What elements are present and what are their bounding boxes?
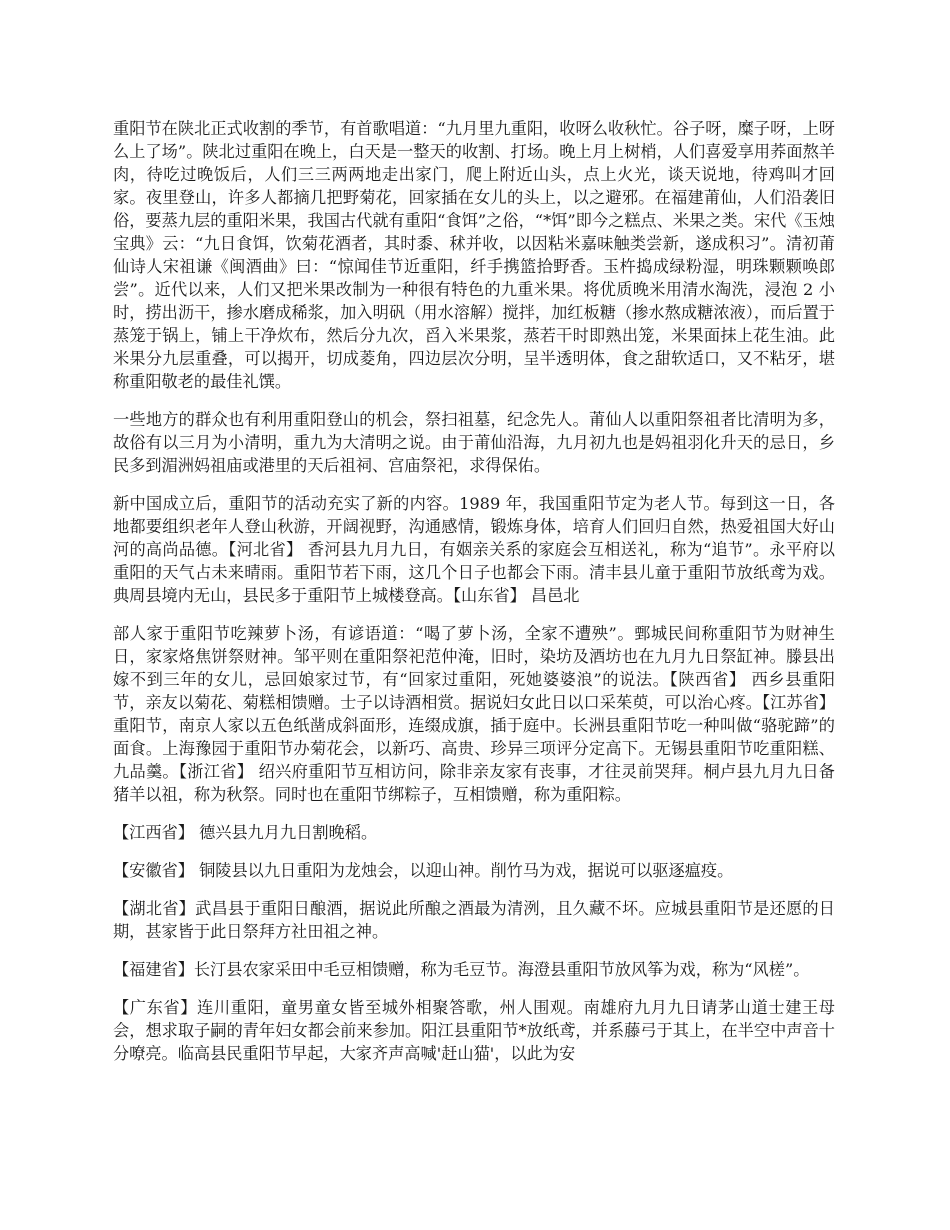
paragraph-shandong-shaanxi-jiangsu-zhejiang: 部人家于重阳节吃辣萝卜汤，有谚语道：“喝了萝卜汤，全家不遭殃”。鄄城民间称重阳节为财神生日，家家烙焦饼祭财神。邹平则在重阳祭祀范仲淹，旧时，染坊及酒坊也在九月九日祭缸神。滕县出嫁不到三年的女儿，忌回娘家过节，有“回家过重阳，死她婆婆浪”的说法。【陕西省】 西乡县重阳节，亲友以菊花、菊糕相馈赠。士子以诗酒相赏。据说妇女此日以口采茱萸，可以治心疼。【江苏省】 重阳节，南京人家以五色纸凿成斜面形，连缀成旗，插于庭中。长洲县重阳节吃一种叫做“骆驼蹄”的面食。上海豫园于重阳节办菊花会，以新巧、高贵、珍异三项评分定高下。无锡县重阳节吃重阳糕、九品羹。【浙江省】 绍兴府重阳节互相访问，除非亲友家有丧事，才往灵前哭拜。桐卢县九月九日备猪羊以祖，称为秋祭。同时也在重阳节绑粽子，互相馈赠，称为重阳粽。 bbox=[113, 624, 835, 804]
paragraph-hubei: 【湖北省】武昌县于重阳日酿酒，据说此所酿之酒最为清洌，且久藏不坏。应城县重阳节是还愿的日期，甚家皆于此日祭拜方社田祖之神。 bbox=[113, 899, 835, 941]
paragraph-new-china-and-hebei: 新中国成立后，重阳节的活动充实了新的内容。1989 年，我国重阳节定为老人节。每到这一日，各地都要组织老年人登山秋游，开阔视野，沟通感情，锻炼身体，培育人们回归自然，热爱祖国大好山河的高尚品德。【河北省】 香河县九月九日，有姻亲关系的家庭会互相送礼，称为“追节”。永平府以重阳的天气占未来晴雨。重阳节若下雨，这几个日子也都会下雨。清丰县儿童于重阳节放纸鸢为戏。典周县境内无山，县民多于重阳节上城楼登高。【山东省】 昌邑北 bbox=[113, 494, 835, 605]
document-body bbox=[113, 117, 835, 1080]
paragraph-ancestor-worship: 一些地方的群众也有利用重阳登山的机会，祭扫祖墓，纪念先人。莆仙人以重阳祭祖者比清明为多，故俗有以三月为小清明，重九为大清明之说。由于莆仙沿海，九月初九也是妈祖羽化升天的忌日，乡民多到湄洲妈祖庙或港里的天后祖祠、宫庙祭祀，求得保佑。 bbox=[113, 410, 835, 475]
paragraph-fujian: 【福建省】长汀县农家采田中毛豆相馈赠，称为毛豆节。海澄县重阳节放风筝为戏，称为“风槎”。 bbox=[113, 960, 810, 979]
paragraph-jiangxi: 【江西省】 德兴县九月九日割晚稻。 bbox=[113, 823, 378, 842]
paragraph-anhui: 【安徽省】 铜陵县以九日重阳为龙烛会，以迎山神。削竹马为戏，据说可以驱逐瘟疫。 bbox=[113, 861, 734, 880]
paragraph-guangdong: 【广东省】连川重阳，童男童女皆至城外相聚答歌，州人围观。南雄府九月九日请茅山道士建王母会，想求取子嗣的青年妇女都会前来参加。阳江县重阳节*放纸鸢，并系藤弓于其上，在半空中声音十分嘹亮。临高县民重阳节早起，大家齐声高喊'赶山猫'，以此为安 bbox=[113, 998, 835, 1063]
paragraph-northern-shaanxi-and-putian: 重阳节在陕北正式收割的季节，有首歌唱道：“九月里九重阳，收呀么收秋忙。谷子呀，糜子呀，上呀么上了场”。陕北过重阳在晚上，白天是一整天的收割、打场。晚上月上树梢，人们喜爱享用荞面熬羊肉，待吃过晚饭后，人们三三两两地走出家门，爬上附近山头，点上火光，谈天说地，待鸡叫才回家。夜里登山，许多人都摘几把野菊花，回家插在女儿的头上，以之避邪。在福建莆仙，人们沿袭旧俗，要蒸九层的重阳米果，我国古代就有重阳“食饵”之俗，“*饵”即今之糕点、米果之类。宋代《玉烛宝典》云：“九日食饵，饮菊花酒者，其时黍、秫并收，以因粘米嘉味触类尝新，遂成积习”。清初莆仙诗人宋祖谦《闽酒曲》曰：“惊闻佳节近重阳，纤手携篮拾野香。玉杵捣成绿粉湿，明珠颗颗唤郎尝”。近代以来，人们又把米果改制为一种很有特色的九重米果。将优质晚米用清水淘洗，浸泡 2 小时，捞出沥干，掺水磨成稀浆，加入明矾（用水溶解）搅拌，加红板糖（掺水熬成糖浓液），而后置于蒸笼于锅上，铺上干净炊布，然后分九次，舀入米果浆，蒸若干时即熟出笼，米果面抹上花生油。此米果分九层重叠，可以揭开，切成菱角，四边层次分明，呈半透明体，食之甜软适口，又不粘牙，堪称重阳敬老的最佳礼馔。 bbox=[113, 119, 835, 391]
